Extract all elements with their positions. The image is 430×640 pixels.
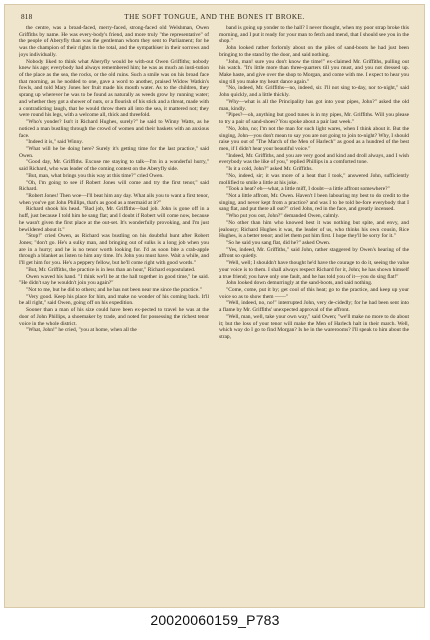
paragraph: John looked down demurringly at the sand-boots, and said nothing. <box>226 280 373 287</box>
paragraph: "Indeed it is," said Winny. <box>26 139 83 146</box>
paragraph: "John, man! sure you don't know the time!" ex-claimed Mr. Griffiths, pulling out his watch. "It's little more than three-quarters till you must, and you not dressed up. Make haste, and give over the shop to Morgan, and come with me. I expect to hear you sing till you make my heart dance again." <box>219 58 409 85</box>
paragraph: "Well, man, well, take your own way," said Owen; "we'll make no more to do about it; but the loss of your tenor will make the Men of Harlech halt in their march. Well, which way do I go to find Morgan? Is he in the warerooms? I'll speak to him about the strap, <box>219 313 409 341</box>
paragraph: "Not a little affront, Mr. Owen. Haven't I been labouring my best to do credit to the singing, and never kept from a practice? and was I to be told be-fore everybody that I sang flat, and put there all out?" cried John, red in the face, and greatly incensed. <box>219 192 409 213</box>
paragraph: "Good day, Mr. Griffiths. Excuse me staying to talk—I'm in a wonderful hurry," said Richard, who was leader of the coming contest on the Aberyfly side. <box>19 159 209 173</box>
paragraph: "Well, well; I shouldn't have thought he'd have the courage to do it, seeing the value your voice is to them. I shall always respect Richard for it, John; he has shown himself a true friend; you have only one fault, and he has told you of it—you do sing flat!" <box>219 260 409 280</box>
paragraph: "Robert Jones! Then woe—I'll beat him any day. What ails you to want a first tenor, when you've got John Phillips, that's as good as a mermaid at it?" <box>19 192 209 206</box>
paragraph: "Who put you out, John?" demanded Owen, calmly. <box>226 213 340 220</box>
paragraph: Nobody liked to think what Aberyfly would be with-out Owen Griffiths; nobody knew his age; everybody had always remembered him; he was as much an insti-tution of the place as the sea, the rocks, or the old ruins. Such a smile was on his broad face that morning, as he nodded to one, gave a word to another, praised Widow Watkin's fowls, and told Mary Jones her fruit made his mouth water. As to the children, they sprang up wherever he was to be found as naturally as weeds grow by running water; and whether they got a shower of nuts, or a flourish of his stick and a threat, made with a contradicting laugh, that he would throw them all into the sea, it mattered not; they were round his legs, with a welcome all, thick and threefold. <box>19 58 209 119</box>
page-number: 818 <box>21 13 33 21</box>
text-column-left <box>19 25 209 603</box>
paragraph: band is going up yonder to the hall? I never thought, when my poor strap broke this morning, and I put it ready for your man to fetch and mend, that I should see you in the shop." <box>219 25 409 45</box>
paragraph: "No, indeed, Mr. Griffiths—no, indeed, sir. I'll not sing to-day, nor to-night," said John quickly, and a little thickly. <box>219 85 409 99</box>
image-id-caption: 20020060159_P783 <box>150 612 280 628</box>
paragraph: "Is it a cold, John?" asked Mr. Griffiths. <box>226 166 313 173</box>
paragraph: "Stop!" cried Owen, as Richard was bustling on his doubtful hunt after Robert Jones; "don't go. He's a sulky man, and bringing out of sulks is a long job when you are in a hurry; and he is no tenor worth looking for. I'd as soon bite a crab-apple through a blanket as listen to him any time. It's John you must have. Wait a while, and I'll get him for you. He's a peppery fellow, but he'll come right with good words." <box>19 233 209 267</box>
paragraph: Owen waved his hand. "I think we'll be at the hall together in good time," he said. "He didn't say he wouldn't join you again?" <box>19 273 209 287</box>
paragraph: Sooner than a man of his size could have been ex-pected to travel he was at the door of John Phillips, a shoemaker by trade, and noted for possessing the richest tenor voice in the whole district. <box>19 307 209 327</box>
paragraph: "Pipes?—oh, anything but good tunes is in my pipes, Mr. Griffiths. Will you please to try a pair of sand-shoes? You spoke about a pair last week." <box>219 112 409 126</box>
paragraph: "No, John, no; I'm not the man for such light wares, when I think about it. But the singing, John—you don't mean to say you are not going to join to-night? Why, I should raise you out of "The March of the Men of Harlech" as good as a hundred of the best men, if I didn't hear your beautiful voice." <box>219 125 409 152</box>
paragraph: "But, Mr. Griffiths, the practice is in less than an hour," Richard expostulated. <box>26 266 196 273</box>
book-page <box>4 4 425 608</box>
paragraph: "So he said you sang flat, did he?" asked Owen. <box>226 240 331 246</box>
paragraph: "But, man, what brings you this way at this time?" cried Owen. <box>26 172 164 179</box>
paragraph: the centre, was a broad-faced, merry-faced, strong-faced old Welshman, Owen Griffiths by name. He was every-body's friend, and more truly "the representative" of the people of Aberyfly than was the gentleman whom they sent to Parliament; for he was the champion of their rights in the total, and the sympathiser in their sorrows and joys individually. <box>19 25 209 58</box>
paragraph: "What, John!" he cried, "you at home, when all the <box>26 327 137 334</box>
paragraph: "Took a heat? eh—what, a little miff, I doubt—a little affront somewhere?" <box>226 186 390 193</box>
paragraph: "Why—what is all the Principality has got into your pipes, John?" asked the old man, kindly. <box>219 98 409 112</box>
paragraph: "Not to me, but he did to others; and he has not been near me since the practice." <box>26 287 202 294</box>
paragraph: "Who's yonder? Isn't it Richard Hughes, surely?" he said to Winny Watts, as he noticed a man bustling through the crowd of women and their baskets with an anxious face. <box>19 119 209 139</box>
running-head: THE SOFT TONGUE, AND THE BONES IT BROKE. <box>124 13 305 21</box>
paragraph: "Very good. Keep his place for him, and make no wonder of his coming back. It'll be all right," said Owen, going off on his expedition. <box>19 293 209 307</box>
paragraph: "What will he be doing here? Surely it's getting time for the last practice," said Owen. <box>19 145 209 159</box>
paragraph: Richard shook his head. "Bad job, Mr. Griffiths—bad job. John is gone off in a huff, just because I told him he sang flat; and I doubt if Robert will come now, because he wasn't given the first place at the out-set. It's wonderfully provoking, and I'm just bewildered about it." <box>19 206 209 233</box>
paragraph: "Come, come, put it by; get cool of this heat; go to the practice, and keep up your voice so as to show them ——" <box>219 287 409 300</box>
paragraph: "Oh, I'm going to see if Robert Jones will come and try the first tenor," said Richard. <box>19 179 209 193</box>
text-column-right <box>219 25 409 603</box>
paragraph: "No other than him who knowed best it was nothing but spite, and envy, and jealousy; Richard Hughes it was, the leader of us, who thinks his own cousin, Rice Hughes, is a better tenor; and let them put him first. I hope they'll be sorry for it." <box>219 219 409 240</box>
paragraph: "Yes, indeed, Mr. Griffiths," said John, rather staggered by Owen's hearing of the affront so quietly. <box>219 246 409 260</box>
paragraph: "No, indeed, sir; it was more of a heat that I took," answered John, sufficiently mollified to smile a little at his joke. <box>219 172 409 186</box>
paragraph: John looked rather forlornly about on the piles of sand-boots he had just been bringing to the stand by the door, and said nothing. <box>219 45 409 58</box>
paragraph: "Well, indeed, no, no!" interrupted John, very de-cidedly; for he had been sent into a flame by Mr. Griffiths' unexpected approval of the affront. <box>219 300 409 314</box>
paragraph: "Indeed, Mr. Griffiths, and you are very good and kind and droll always, and I wish everybody was the like of you," replied Phillips in a comforted tone. <box>219 152 409 166</box>
